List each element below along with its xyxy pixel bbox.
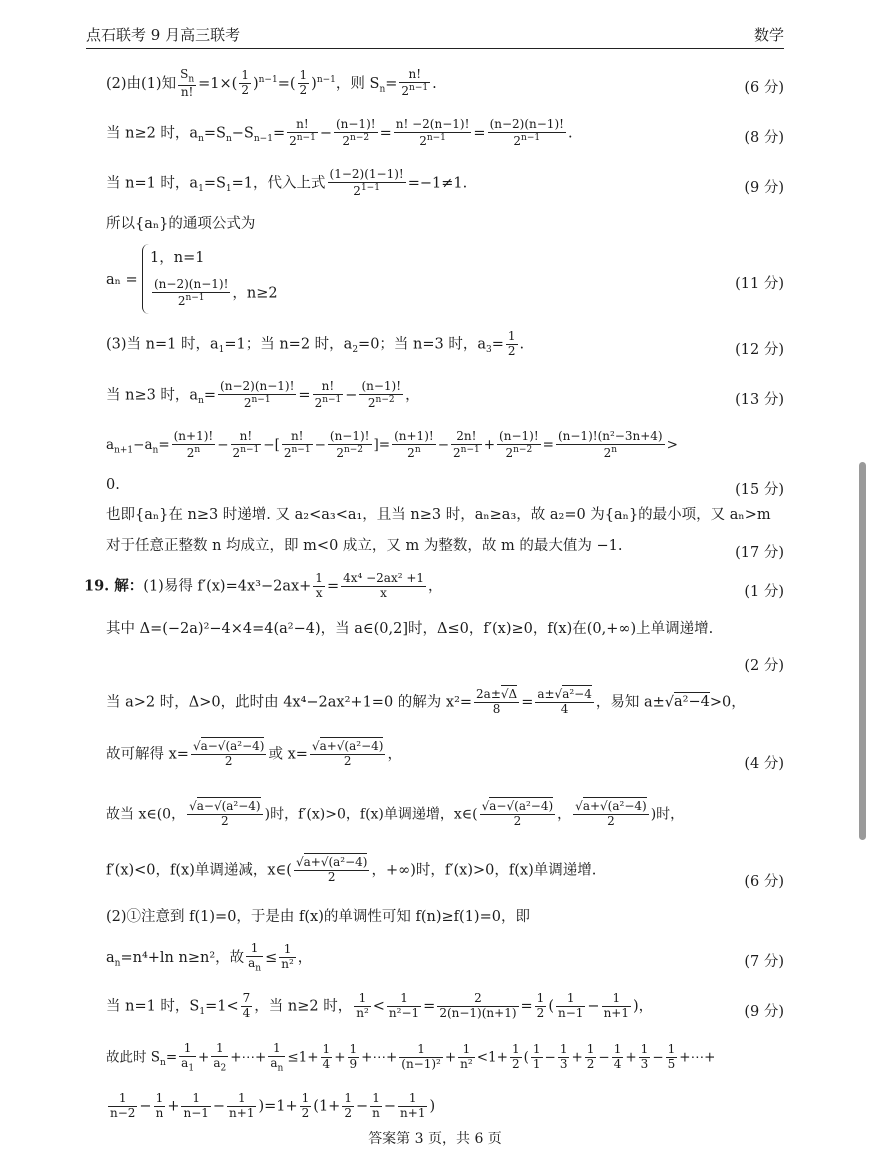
solution-line: 其中 Δ=(−2a)²−4×4=4(a²−4)，当 a∈(0,2]时，Δ≤0，f′(x)≥0，f(x)在(0,+∞)上单调递增. (106, 621, 714, 637)
score-mark: (1 分) (744, 584, 784, 600)
solution-line: 当 n≥3 时，$a_n=$ $\frac{(n-2)(n-1)!}{2^{n-1}}$ = $\frac{n!}{2^{n-1}}$ − $\frac{(n-1)!}{2^{n-2}}$ ， (106, 379, 420, 410)
solution-line: (2)①注意到 f(1)=0，于是由 f(x)的单调性可知 f(n)≥f(1)=0，即 (106, 909, 530, 925)
solution-line: 19. 解：(1)易得 f′(x)=4x³−2ax+ $\frac{1}{x}$ = $\frac{\text{4x⁴ −2ax² +1}}{x}$ ， (84, 571, 443, 600)
subject-label: 数学 (753, 26, 784, 44)
piecewise-case: $\frac{(n-2)(n-1)!}{2^{n-1}}$ ，n≥2 (154, 277, 278, 308)
solution-line: $a_{n+1}-a_n=$ $\frac{(n+1)!}{2^n}$ − $\frac{n!}{2^{n-1}}$ −[ $\frac{n!}{2^{n-1}}$ − $\frac{(n-1)!}{2^{n-2}}$ ]= $\frac{(n+1)!}{2^n}$ − $\frac{2n!}{2^{n-1}}$ + $\frac{(n-1)!}{2^{n-2}}$ = $\frac{\text{(n−1)!(n²−3n+4)}}{2^n}$ > (106, 429, 678, 460)
piecewise-formula (106, 242, 336, 318)
solution-line: 故当 x∈(0， $\frac{\text{√a−√(a²−4)}}{2}$ )时，f′(x)>0，f(x)单调递增，x∈( $\frac{\text{√a−√(a²−4)}}{2}$ ， $\frac{\text{√a+√(a²−4)}}{2}$ )时， (106, 799, 685, 828)
solution-line: 当 n=1 时，$a_1=S_1=1$，代入上式 $\frac{(1-2)(1-1)!}{2^{1-1}}$ =−1≠1. (106, 167, 468, 198)
score-mark: (6 分) (744, 874, 784, 890)
left-brace (142, 244, 149, 314)
score-mark: (7 分) (744, 954, 784, 970)
solution-line: $a_n=n^4+\ln$ n≥n²，故 $\frac{1}{a_n}$ ≤ $\frac{1}{\text{n²}}$ ， (106, 941, 313, 974)
score-mark: (11 分) (735, 276, 784, 292)
solution-line: 当 a>2 时，Δ>0，此时由 4x⁴−2ax²+1=0 的解为 x²= $\frac{2a\pm√\Delta}{8}$ = $\frac{\text{a±√a²−4}}{4}$ ，易知 a±√a²−4>0， (106, 687, 746, 716)
solution-line: 当 n=1 时，$S_1=1<$ $\frac{7}{4}$ ，当 n≥2 时， $\frac{1}{\text{n²}}$ < $\frac{1}{\text{n²−1}}$ = $\frac{2}{2(n-1)(n+1)}$ = $\frac{1}{2}$ ( $\frac{1}{n-1}$ − $\frac{1}{n+1}$ )， (106, 991, 654, 1020)
score-mark: (2 分) (744, 658, 784, 674)
solution-line: 当 n≥2 时，$a_n=S_n-S_{n-1}=$ $\frac{n!}{2^{n-1}}$ − $\frac{(n-1)!}{2^{n-2}}$ = $\frac{n! -2(n-1)!}{2^{n-1}}$ = $\frac{(n-2)(n-1)!}{2^{n-1}}$ . (106, 117, 573, 148)
score-mark: (15 分) (735, 482, 784, 498)
score-mark: (8 分) (744, 130, 784, 146)
score-mark: (9 分) (744, 180, 784, 196)
piecewise-lhs: aₙ = (106, 272, 138, 288)
solution-line: (2)由(1)知 $\frac{S_n}{n!}$ =1×( $\frac{1}{2}$ )$^{n-1}$=( $\frac{1}{2}$ )$^{n-1}$，则 $S_n=$ $\frac{n!}{2^{n-1}}$ . (106, 67, 437, 99)
solution-line: (3)当 n=1 时，$a_1=1$；当 n=2 时，$a_2=0$；当 n=3 时，$a_3=$ $\frac{1}{2}$ . (106, 329, 525, 358)
score-mark: (13 分) (735, 392, 784, 408)
solution-line: 所以{aₙ}的通项公式为 (106, 216, 256, 232)
scrollbar[interactable] (859, 462, 866, 840)
page-header (86, 22, 784, 49)
score-mark: (6 分) (744, 80, 784, 96)
piecewise-case: 1，n=1 (150, 250, 205, 266)
solution-line: f′(x)<0，f(x)单调递减，x∈( $\frac{\text{√a+√(a²−4)}}{2}$ ，+∞)时，f′(x)>0，f(x)单调递增. (106, 855, 597, 884)
score-mark: (9 分) (744, 1004, 784, 1020)
solution-line: 0. (106, 477, 120, 493)
score-mark: (12 分) (735, 342, 784, 358)
solution-line: 故可解得 x= $\frac{\text{√a−√(a²−4)}}{2}$ 或 x= $\frac{\text{√a+√(a²−4)}}{2}$ ， (106, 739, 402, 768)
page-footer: 答案第 3 页，共 6 页 (368, 1131, 502, 1147)
solution-line: $\frac{1}{n-2}$ − $\frac{1}{n}$ + $\frac{1}{n-1}$ − $\frac{1}{n+1}$ )=1+ $\frac{1}{2}$ (1+ $\frac{1}{2}$ − $\frac{1}{n}$ − $\frac{1}{n+1}$ ) (110, 1091, 436, 1120)
score-mark: (4 分) (744, 756, 784, 772)
exam-title: 点石联考 9 月高三联考 (86, 26, 241, 44)
solution-line: 也即{aₙ}在 n≥3 时递增. 又 a₂<a₃<a₁，且当 n≥3 时，aₙ≥a₃，故 a₂=0 为{aₙ}的最小项，又 aₙ>m 对于任意正整数 n 均成立，即 m<0 成立，又 m 为整数，故 m 的最大值为 −1. (106, 507, 771, 554)
solution-line: 故此时 $S_n=$ $\frac{1}{a_1}$ + $\frac{1}{a_2}$ +⋯+ $\frac{1}{a_n}$ ≤1+ $\frac{1}{4}$ + $\frac{1}{9}$ +⋯+ $\frac{1}{\text{(n−1)²}}$ + $\frac{1}{\text{n²}}$ <1+ $\frac{1}{2}$ ( $\frac{1}{1}$ − $\frac{1}{3}$ + $\frac{1}{2}$ − $\frac{1}{4}$ + $\frac{1}{3}$ − $\frac{1}{5}$ +⋯+ (106, 1041, 716, 1074)
score-mark: (17 分) (735, 545, 784, 561)
